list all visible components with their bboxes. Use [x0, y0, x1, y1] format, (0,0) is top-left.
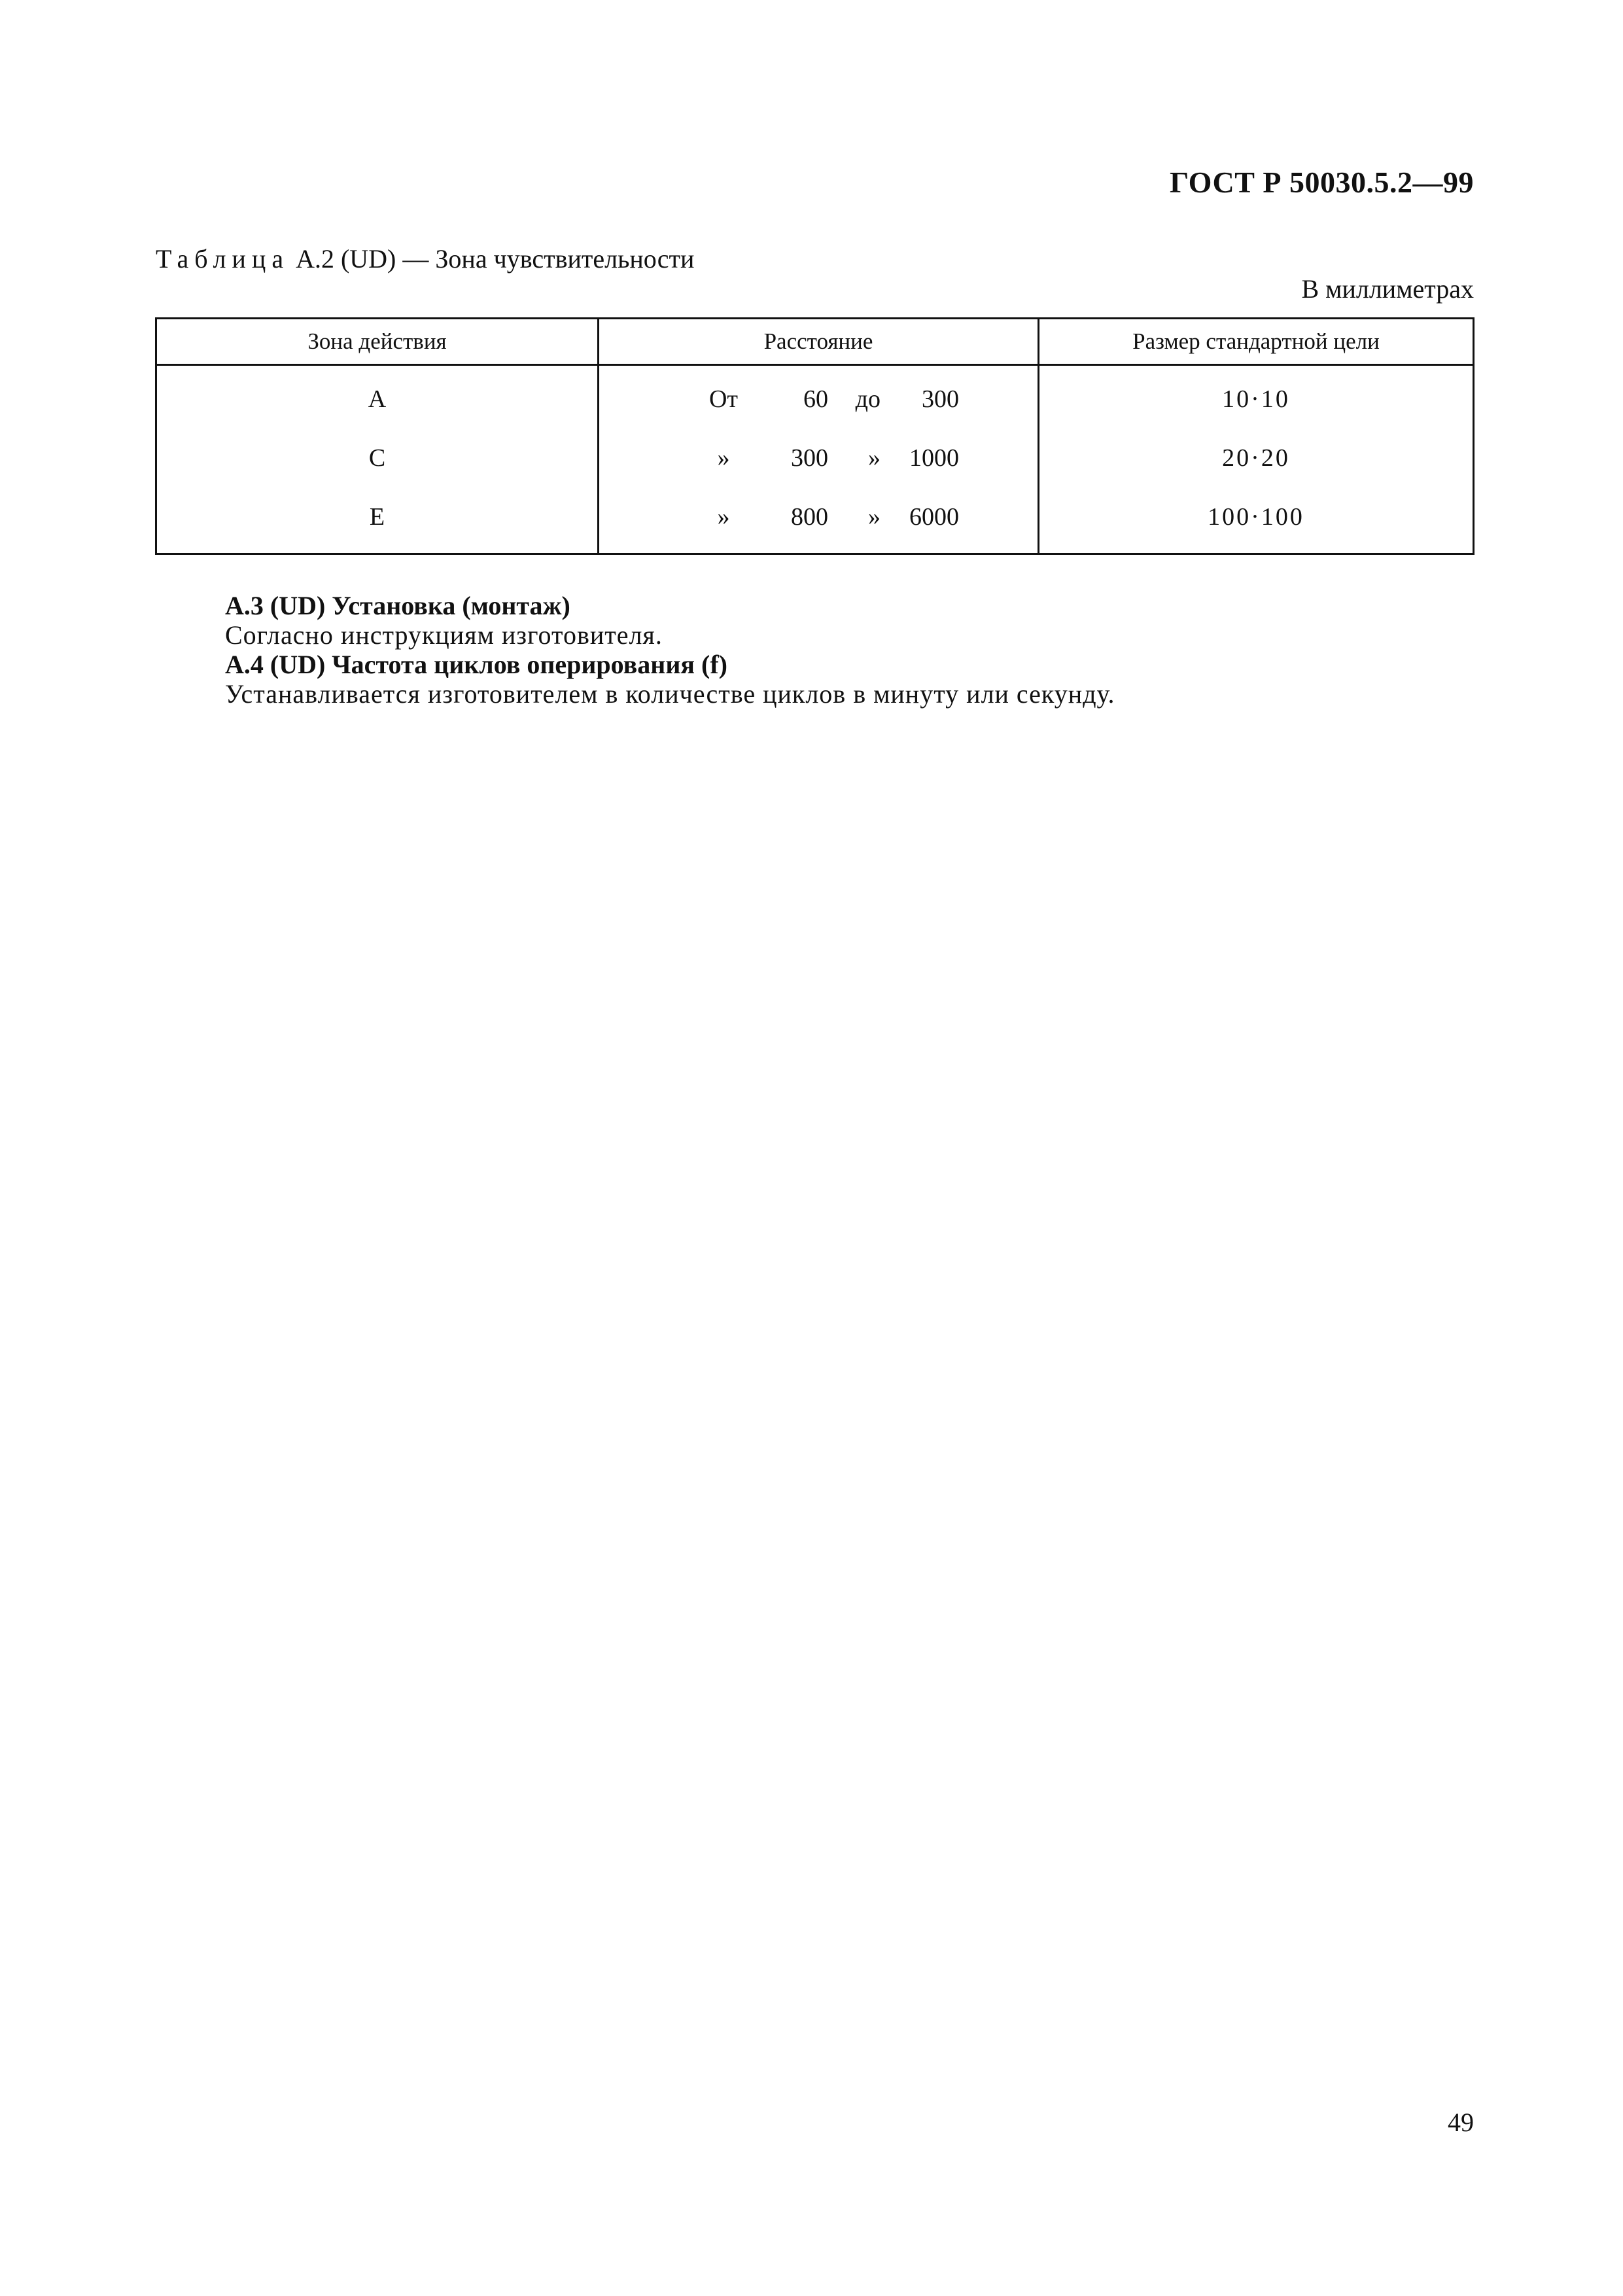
table-caption-prefix: Таблица	[156, 244, 290, 274]
section-text-installation: Согласно инструкциям изготовителя.	[225, 620, 663, 650]
zone-cell: A	[156, 365, 599, 429]
table-row	[156, 487, 1474, 554]
distance-to: 300	[922, 385, 959, 413]
zone-cell: C	[156, 429, 599, 487]
column-header-zone: Зона действия	[156, 319, 599, 365]
target-size-cell: 100·100	[1039, 487, 1474, 554]
distance-to: 1000	[909, 444, 959, 472]
zone-cell: E	[156, 487, 599, 554]
section-heading-operating-frequency: А.4 (UD) Частота циклов оперирования (f)	[225, 650, 727, 679]
distance-from: 800	[791, 503, 828, 531]
document-code: ГОСТ Р 50030.5.2—99	[1170, 166, 1474, 199]
distance-prefix: От	[708, 385, 739, 413]
table-row	[156, 365, 1474, 429]
table-caption	[156, 243, 694, 274]
distance-cell	[599, 429, 1039, 487]
units-note: В миллиметрах	[1301, 274, 1474, 304]
table-header-row	[156, 319, 1474, 365]
column-header-distance: Расстояние	[599, 319, 1039, 365]
distance-prefix: »	[717, 444, 730, 472]
target-size-cell: 20·20	[1039, 429, 1474, 487]
column-header-target-size: Размер стандартной цели	[1039, 319, 1474, 365]
distance-from: 60	[803, 385, 828, 413]
distance-separator: »	[868, 444, 881, 472]
distance-separator: »	[868, 503, 881, 531]
page-number: 49	[1448, 2108, 1474, 2137]
sensitivity-zone-table	[155, 317, 1475, 555]
target-size-cell: 10·10	[1039, 365, 1474, 429]
distance-from: 300	[791, 444, 828, 472]
distance-cell	[599, 365, 1039, 429]
table-row	[156, 429, 1474, 487]
distance-separator: до	[855, 385, 881, 413]
table-caption-title: А.2 (UD) — Зона чувствительности	[289, 244, 695, 274]
section-heading-installation: А.3 (UD) Установка (монтаж)	[225, 591, 570, 620]
distance-prefix: »	[717, 503, 730, 531]
section-text-operating-frequency: Устанавливается изготовителем в количестве циклов в минуту или секунду.	[225, 679, 1115, 709]
distance-to: 6000	[909, 503, 959, 531]
distance-cell	[599, 487, 1039, 554]
